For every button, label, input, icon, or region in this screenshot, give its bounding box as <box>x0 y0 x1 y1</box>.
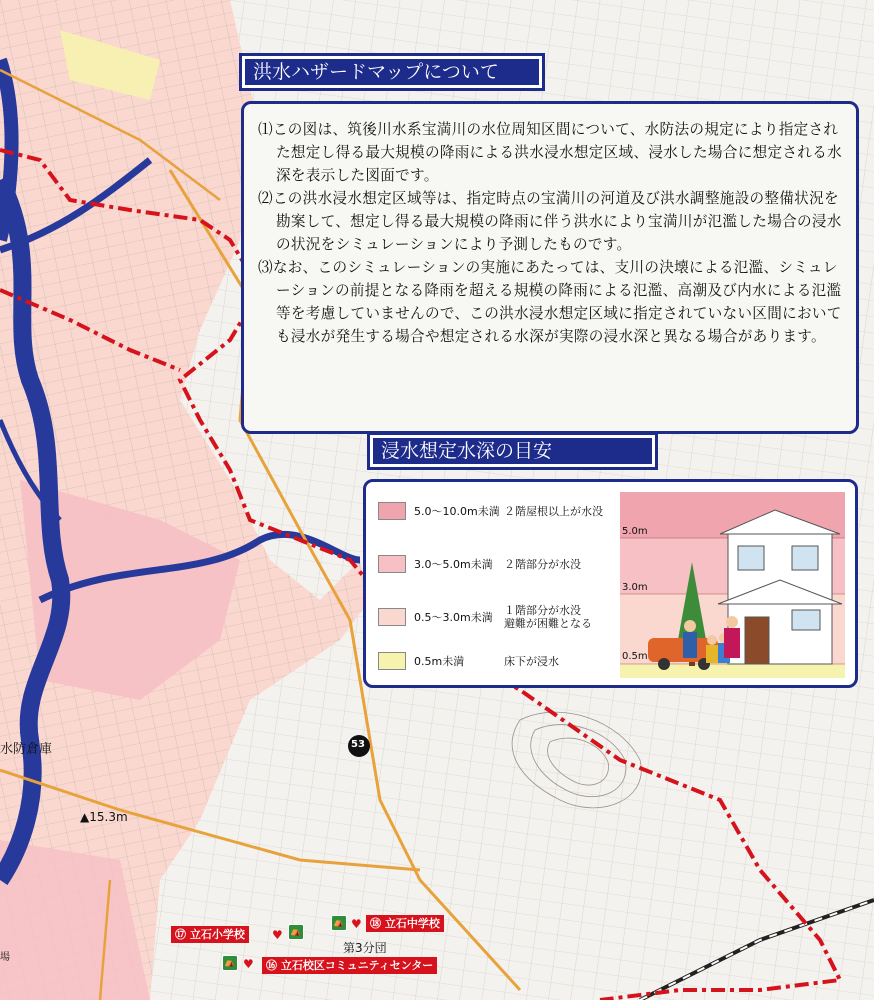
shelter-community-center[interactable]: ⑯ 立石校区コミュニティセンター <box>262 957 437 974</box>
legend-row <box>378 553 581 575</box>
legend-range: 5.0〜10.0m未満 <box>414 505 500 518</box>
warehouse-label: 水防倉庫 <box>0 742 53 757</box>
legend-swatch <box>378 608 406 626</box>
about-item-3: ⑶なお、このシミュレーションの実施にあたっては、支川の決壊による氾濫、シミュレーションの前提となる降雨を超える規模の降雨による氾濫、高潮及び内水による氾濫等を考慮していませんので、この洪水浸水想定区域に指定されていない区間においても浸水が発生する場合や想定される水深が実際の浸水深と異なる場合があります。 <box>258 259 842 345</box>
legend-desc: ２階屋根以上が水没 <box>504 504 603 518</box>
depth-title-box <box>367 432 658 470</box>
route-53-label: 53 <box>351 739 365 750</box>
about-item-2: ⑵この洪水浸水想定区域等は、指定時点の宝満川の河道及び洪水調整施設の整備状況を勘案して、想定し得る最大規模の降雨に伴う洪水により宝満川が氾濫した場合の浸水の状況をシミュレーションにより予測したものです。 <box>258 190 842 253</box>
legend-range: 0.5m未満 <box>414 655 465 668</box>
legend-swatch <box>378 652 406 670</box>
elevation-point-label: ▲15.3m <box>80 810 128 824</box>
legend-desc: ２階部分が水没 <box>504 557 581 571</box>
legend-row <box>378 650 559 672</box>
legend-desc: 床下が浸水 <box>504 654 559 668</box>
shelter-tateishi-junior-high[interactable]: ⑱ 立石中学校 <box>366 915 444 932</box>
about-title-box <box>239 53 545 91</box>
legend-range: 3.0〜5.0m未満 <box>414 558 493 571</box>
evacuation-site-icon: ⛺ <box>222 955 238 971</box>
legend-desc: １階部分が水没 <box>504 604 581 617</box>
depth-illustration <box>620 492 845 678</box>
legend-range: 0.5〜3.0m未満 <box>414 611 493 624</box>
legend-row <box>378 500 603 522</box>
heart-icon: ♥ <box>243 957 254 971</box>
heart-icon: ♥ <box>272 928 283 942</box>
depth-mark-05m: 0.5m <box>622 651 648 662</box>
legend-row <box>378 602 592 632</box>
evacuation-site-icon: ⛺ <box>288 924 304 940</box>
legend-desc-block <box>504 604 592 630</box>
about-panel <box>241 101 859 434</box>
shelter-tateishi-elementary[interactable]: ⑰ 立石小学校 <box>171 926 249 943</box>
about-title: 洪水ハザードマップについて <box>245 59 539 85</box>
map-edge-label: 場 <box>0 952 10 963</box>
depth-mark-5m: 5.0m <box>622 526 648 537</box>
heart-icon: ♥ <box>351 917 362 931</box>
legend-desc-2: 避難が困難となる <box>504 617 592 630</box>
fire-brigade-label: 第3分団 <box>343 941 387 955</box>
evacuation-site-icon: ⛺ <box>331 915 347 931</box>
legend-swatch <box>378 555 406 573</box>
depth-mark-3m: 3.0m <box>622 582 648 593</box>
depth-legend-panel <box>363 479 858 688</box>
about-item-1: ⑴この図は、筑後川水系宝満川の水位周知区間について、水防法の規定により指定された想定し得る最大規模の降雨による洪水浸水想定区域、浸水した場合に想定される水深を表示した図面です。 <box>258 121 842 184</box>
depth-title: 浸水想定水深の目安 <box>373 438 652 464</box>
legend-swatch <box>378 502 406 520</box>
